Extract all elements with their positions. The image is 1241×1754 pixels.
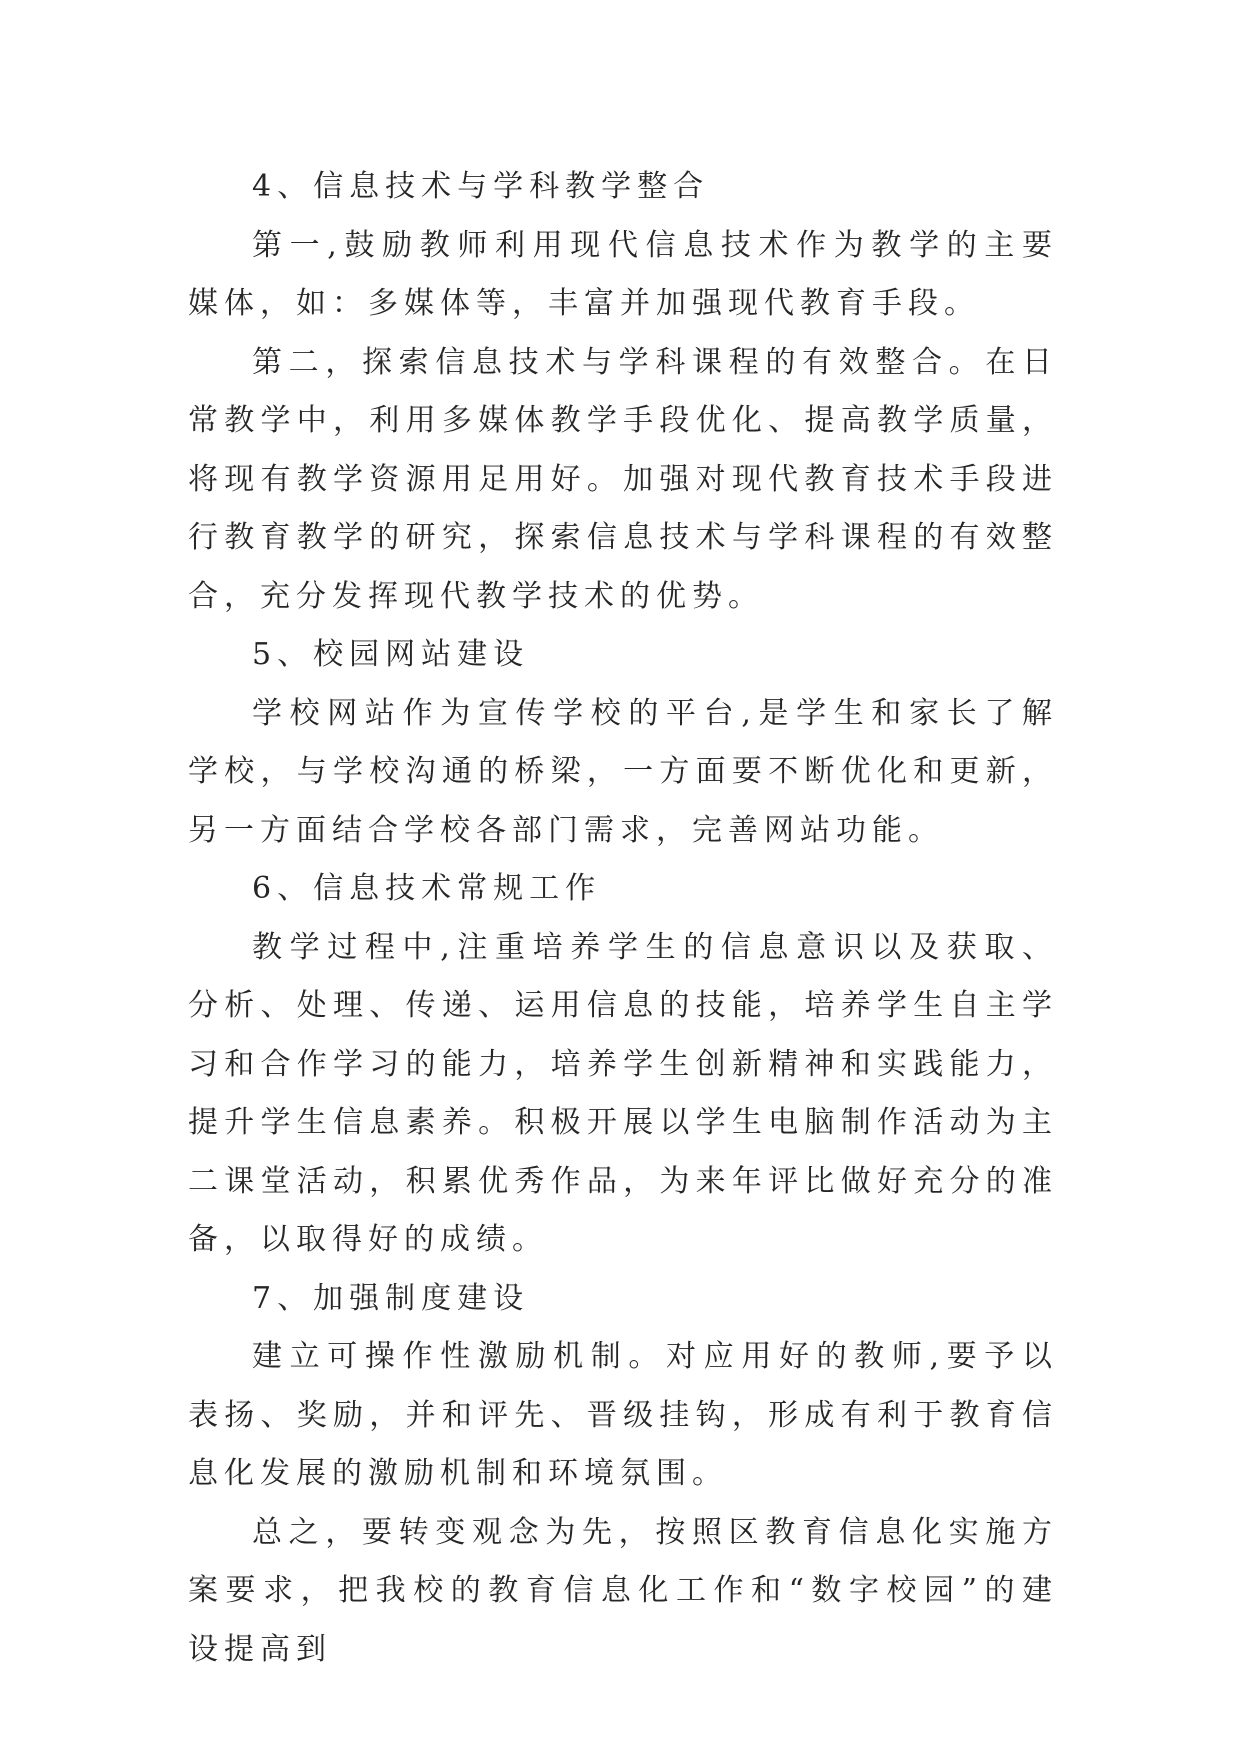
section-heading-4: 4、信息技术与学科教学整合 <box>252 169 710 204</box>
paragraph-conclusion: 总之，要转变观念为先，按照区教育信息化实施方案要求，把我校的教育信息化工作和“数字校园”的建设提高到 <box>188 1514 1058 1667</box>
paragraph-second: 第二，探索信息技术与学科课程的有效整合。在日常教学中，利用多媒体教学手段优化、提高教学质量，将现有教学资源用足用好。加强对现代教育技术手段进行教育教学的研究，探索信息技术与学科课程的有效整合，充分发挥现代教学技术的优势。 <box>188 344 1058 614</box>
section-heading-7: 7、加强制度建设 <box>252 1280 530 1316</box>
paragraph-system-building: 建立可操作性激励机制。对应用好的教师,要予以表扬、奖励，并和评先、晋级挂钩，形成有利于教育信息化发展的激励机制和环境氛围。 <box>188 1339 1058 1491</box>
paragraph-website: 学校网站作为宣传学校的平台,是学生和家长了解学校，与学校沟通的桥梁，一方面要不断优化和更新，另一方面结合学校各部门需求，完善网站功能。 <box>188 695 1058 848</box>
paragraph-routine-work: 教学过程中,注重培养学生的信息意识以及获取、分析、处理、传递、运用信息的技能，培养学生自主学习和合作学习的能力，培养学生创新精神和实践能力，提升学生信息素养。积极开展以学生电脑制作活动为主二课堂活动，积累优秀作品，为来年评比做好充分的准备，以取得好的成绩。 <box>188 929 1058 1257</box>
section-heading-5: 5、校园网站建设 <box>252 637 530 672</box>
paragraph-first: 第一,鼓励教师利用现代信息技术作为教学的主要媒体，如：多媒体等，丰富并加强现代教育手段。 <box>188 227 1058 321</box>
document-body <box>188 158 1058 1679</box>
section-heading-6: 6、信息技术常规工作 <box>252 871 602 906</box>
